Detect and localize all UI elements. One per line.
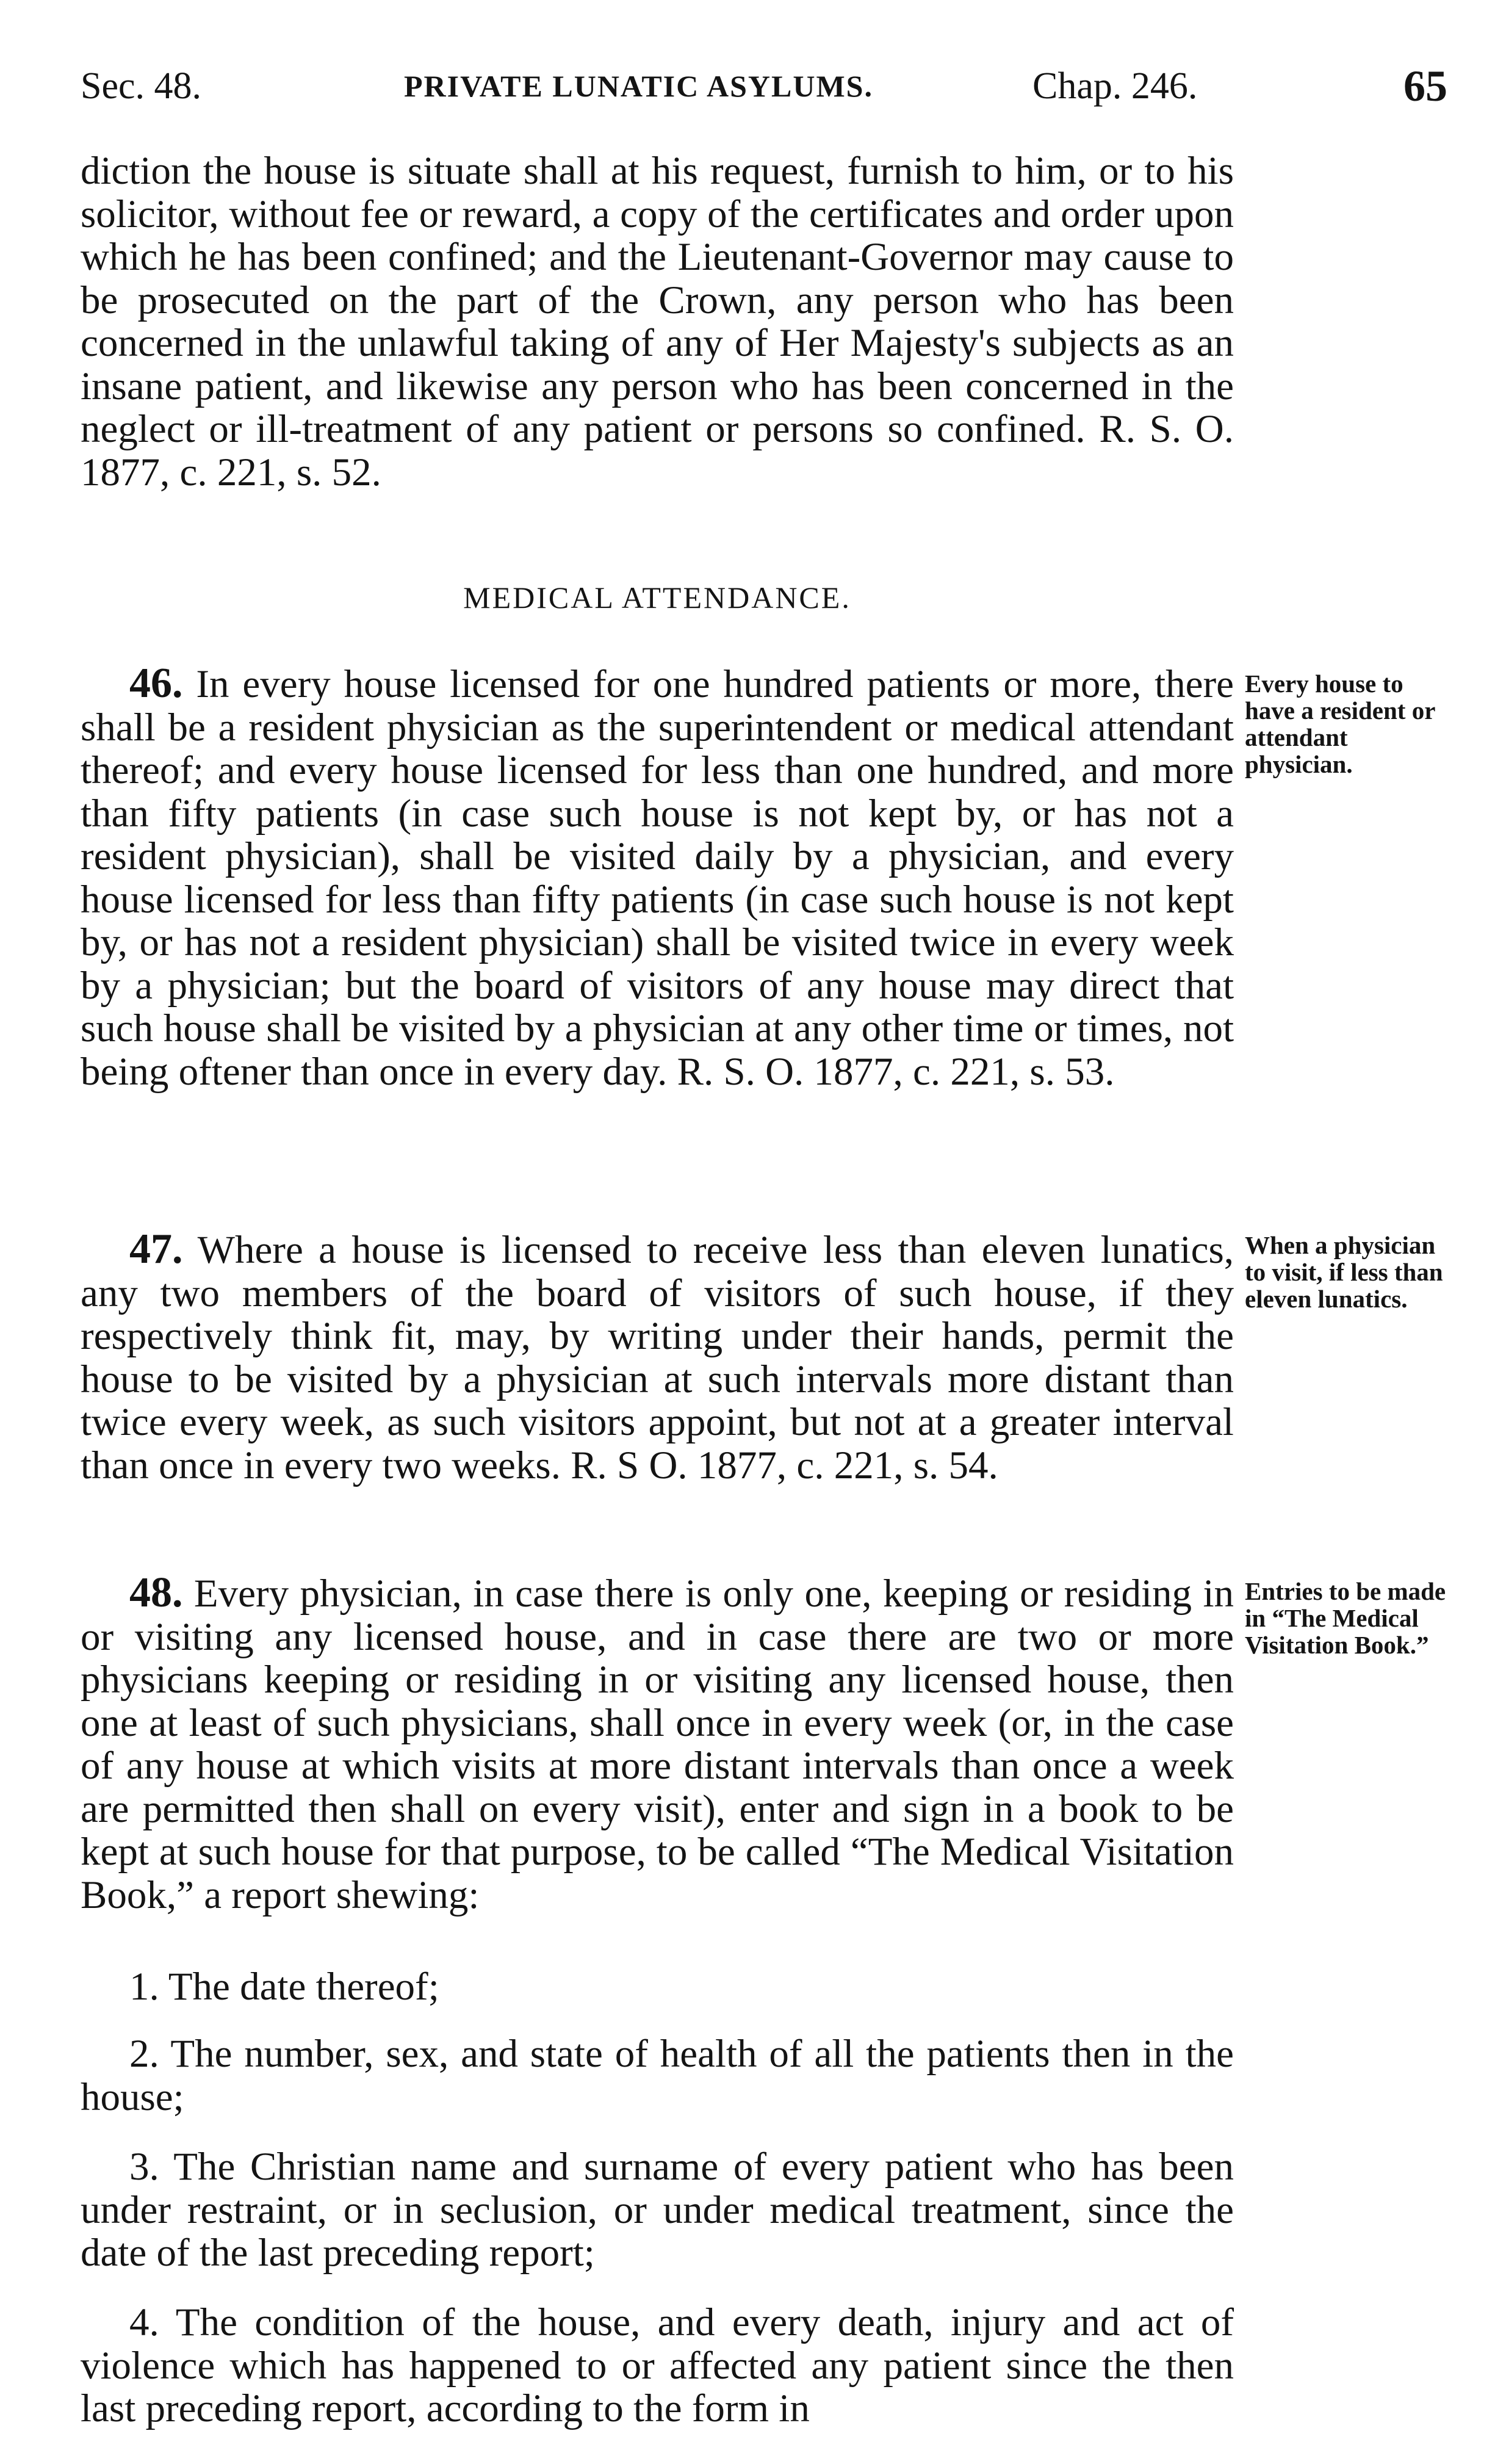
running-head-section: Sec. 48.	[81, 65, 202, 107]
running-head-chapter: Chap. 246.	[1032, 65, 1198, 107]
list-item-4-text: 4. The condition of the house, and every death, injury and act of violence which has happened to or affected any patient since the then last preceding report, according to the form in	[81, 2300, 1234, 2430]
continued-paragraph	[81, 150, 1234, 494]
running-head	[81, 59, 1447, 114]
section-46-number: 46.	[129, 660, 183, 707]
section-48	[81, 1569, 1234, 1917]
margin-note-47: When a physician to visit, if less than eleven lunatics.	[1245, 1231, 1443, 1313]
section-47-number: 47.	[129, 1226, 183, 1273]
list-item	[81, 2301, 1234, 2430]
list-item-1-text: 1. The date thereof;	[129, 1965, 439, 2009]
section-heading: MEDICAL ATTENDANCE.	[463, 580, 851, 615]
page-number: 65	[1403, 62, 1447, 110]
margin-note-48: Entries to be made in “The Medical Visitation Book.”	[1245, 1577, 1446, 1659]
section-46-text: In every house licensed for one hundred patients or more, there shall be a resident physician as the superintendent or medical attendant thereof; and every house licensed for less than one hundred, and more than fifty patients (in case such house is not kept by, or has not a resident physician), shall be visited daily by a physician, and every house licensed for less than fifty patients (in case such house is not kept by, or has not a resident physician) shall be visited twice in every week by a physician; but the board of visitors of any house may direct that such house shall be visited by a physician at any other time or times, not being oftener than once in every day. R. S. O. 1877, c. 221, s. 53.	[81, 662, 1234, 1094]
list-item-3-text: 3. The Christian name and surname of every patient who has been under restraint, or in seclusion, or under medical treatment, since the date of the last preceding report;	[81, 2145, 1234, 2275]
list-item	[81, 2145, 1234, 2275]
section-47	[81, 1228, 1234, 1487]
running-head-title: PRIVATE LUNATIC ASYLUMS.	[404, 69, 873, 103]
section-46	[81, 662, 1234, 1093]
list-item	[81, 2032, 1234, 2119]
margin-note-46: Every house to have a resident or attendant physician.	[1245, 670, 1435, 778]
list-item	[81, 1965, 1234, 2009]
section-48-text: Every physician, in case there is only one, keeping or residing in or visiting any licensed house, and in case there are two or more physicians keeping or residing in or visiting any licensed house, then one at least of such physicians, shall once in every week (or, in the case of any house at which visits at more distant intervals than once a week are permitted then shall on every visit), enter and sign in a book to be kept at such house for that purpose, to be called “The Medical Visitation Book,” a report shewing:	[81, 1572, 1234, 1917]
section-47-text: Where a house is licensed to receive less than eleven lunatics, any two members of the board of visitors of such house, if they respectively think fit, may, by writing under their hands, permit the house to be visited by a physician at such intervals more distant than twice every week, as such visitors appoint, but not at a greater interval than once in every two weeks. R. S O. 1877, c. 221, s. 54.	[81, 1228, 1234, 1487]
list-item-2-text: 2. The number, sex, and state of health of all the patients then in the house;	[81, 2032, 1234, 2119]
section-48-number: 48.	[129, 1569, 183, 1616]
continued-paragraph-text: diction the house is situate shall at his request, furnish to him, or to his solicitor, without fee or reward, a copy of the certificates and order upon which he has been confined; and the Lieutenant-Governor may cause to be prosecuted on the part of the Crown, any person who has been concerned in the unlawful taking of any of Her Majesty's subjects as an insane patient, and likewise any person who has been concerned in the neglect or ill-treatment of any patient or persons so confined. R. S. O. 1877, c. 221, s. 52.	[81, 149, 1234, 494]
